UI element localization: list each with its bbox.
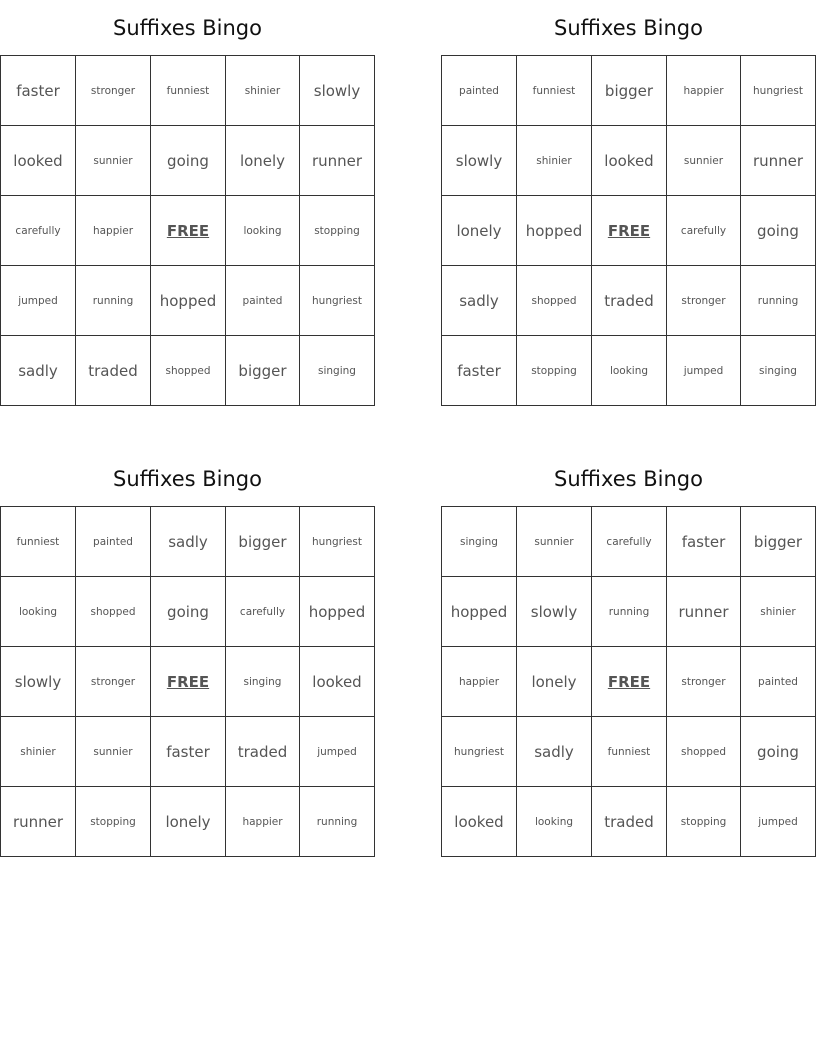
bingo-cell: traded: [226, 717, 300, 787]
bingo-cell: lonely: [442, 196, 517, 266]
bingo-cell: happier: [76, 196, 151, 266]
bingo-cell: hungriest: [300, 266, 375, 336]
bingo-cell: shinier: [517, 126, 592, 196]
bingo-cell: shinier: [1, 717, 76, 787]
bingo-cell: singing: [442, 507, 517, 577]
bingo-cell: faster: [442, 336, 517, 406]
free-space-cell: FREE: [592, 647, 667, 717]
bingo-cell: painted: [226, 266, 300, 336]
bingo-cell: carefully: [226, 577, 300, 647]
bingo-cell: funniest: [517, 56, 592, 126]
bingo-cell: looked: [1, 126, 76, 196]
bingo-cell: painted: [741, 647, 816, 717]
bingo-cell: painted: [442, 56, 517, 126]
bingo-cell: slowly: [442, 126, 517, 196]
bingo-cell: stronger: [76, 56, 151, 126]
card-title: Suffixes Bingo: [113, 467, 262, 491]
bingo-cell: sadly: [517, 717, 592, 787]
bingo-cell: slowly: [1, 647, 76, 717]
bingo-cell: shinier: [741, 577, 816, 647]
bingo-cell: slowly: [517, 577, 592, 647]
bingo-cell: carefully: [592, 507, 667, 577]
bingo-cell: funniest: [592, 717, 667, 787]
bingo-cell: traded: [592, 787, 667, 857]
bingo-cell: traded: [76, 336, 151, 406]
bingo-cell: carefully: [1, 196, 76, 266]
bingo-cell: sadly: [442, 266, 517, 336]
bingo-cell: jumped: [667, 336, 741, 406]
bingo-cell: running: [76, 266, 151, 336]
bingo-cell: bigger: [592, 56, 667, 126]
bingo-cell: going: [151, 126, 226, 196]
bingo-cell: shopped: [667, 717, 741, 787]
bingo-cell: singing: [300, 336, 375, 406]
free-space-cell: FREE: [151, 196, 226, 266]
bingo-cell: bigger: [226, 336, 300, 406]
bingo-cell: happier: [667, 56, 741, 126]
bingo-cell: sunnier: [517, 507, 592, 577]
bingo-cell: lonely: [151, 787, 226, 857]
bingo-cell: bigger: [226, 507, 300, 577]
bingo-cell: hopped: [151, 266, 226, 336]
bingo-cell: happier: [442, 647, 517, 717]
bingo-grid: [441, 55, 816, 406]
bingo-cell: traded: [592, 266, 667, 336]
bingo-cell: stopping: [300, 196, 375, 266]
bingo-cell: stopping: [76, 787, 151, 857]
bingo-cell: running: [741, 266, 816, 336]
bingo-cell: jumped: [1, 266, 76, 336]
bingo-cell: hopped: [442, 577, 517, 647]
card-title: Suffixes Bingo: [554, 16, 703, 40]
bingo-cell: stronger: [667, 266, 741, 336]
bingo-cell: lonely: [517, 647, 592, 717]
bingo-cell: stopping: [517, 336, 592, 406]
free-space-cell: FREE: [592, 196, 667, 266]
bingo-cell: runner: [667, 577, 741, 647]
bingo-cell: looked: [442, 787, 517, 857]
bingo-cell: hungriest: [741, 56, 816, 126]
bingo-card: [441, 464, 816, 857]
bingo-cell: stronger: [667, 647, 741, 717]
bingo-cell: lonely: [226, 126, 300, 196]
bingo-cell: looking: [1, 577, 76, 647]
bingo-cell: faster: [151, 717, 226, 787]
bingo-cell: funniest: [151, 56, 226, 126]
bingo-grid: [0, 55, 375, 406]
bingo-cell: sunnier: [76, 717, 151, 787]
bingo-card: [0, 13, 375, 406]
bingo-grid: [0, 506, 375, 857]
bingo-cell: slowly: [300, 56, 375, 126]
bingo-cell: going: [741, 717, 816, 787]
bingo-cell: sadly: [151, 507, 226, 577]
bingo-cell: looking: [592, 336, 667, 406]
bingo-cell: stronger: [76, 647, 151, 717]
bingo-cell: sunnier: [76, 126, 151, 196]
bingo-cell: runner: [300, 126, 375, 196]
bingo-cell: singing: [741, 336, 816, 406]
bingo-cell: jumped: [741, 787, 816, 857]
bingo-cell: stopping: [667, 787, 741, 857]
bingo-cell: shopped: [517, 266, 592, 336]
bingo-cell: jumped: [300, 717, 375, 787]
bingo-cell: faster: [667, 507, 741, 577]
free-space-cell: FREE: [151, 647, 226, 717]
bingo-grid: [441, 506, 816, 857]
bingo-cell: hopped: [300, 577, 375, 647]
bingo-cell: shinier: [226, 56, 300, 126]
bingo-cell: sadly: [1, 336, 76, 406]
bingo-cell: running: [300, 787, 375, 857]
bingo-cell: singing: [226, 647, 300, 717]
card-title: Suffixes Bingo: [113, 16, 262, 40]
bingo-cell: looking: [517, 787, 592, 857]
bingo-cell: happier: [226, 787, 300, 857]
bingo-cell: looked: [300, 647, 375, 717]
bingo-cell: funniest: [1, 507, 76, 577]
bingo-cell: hungriest: [442, 717, 517, 787]
bingo-cell: hopped: [517, 196, 592, 266]
bingo-cell: runner: [741, 126, 816, 196]
bingo-cell: shopped: [151, 336, 226, 406]
bingo-cell: running: [592, 577, 667, 647]
card-title: Suffixes Bingo: [554, 467, 703, 491]
bingo-cell: faster: [1, 56, 76, 126]
bingo-cell: shopped: [76, 577, 151, 647]
bingo-cell: going: [151, 577, 226, 647]
bingo-cell: runner: [1, 787, 76, 857]
bingo-cell: going: [741, 196, 816, 266]
bingo-cell: hungriest: [300, 507, 375, 577]
bingo-cell: bigger: [741, 507, 816, 577]
bingo-card: [0, 464, 375, 857]
bingo-cell: painted: [76, 507, 151, 577]
bingo-cell: looking: [226, 196, 300, 266]
bingo-cell: carefully: [667, 196, 741, 266]
bingo-cell: looked: [592, 126, 667, 196]
bingo-card: [441, 13, 816, 406]
bingo-cell: sunnier: [667, 126, 741, 196]
